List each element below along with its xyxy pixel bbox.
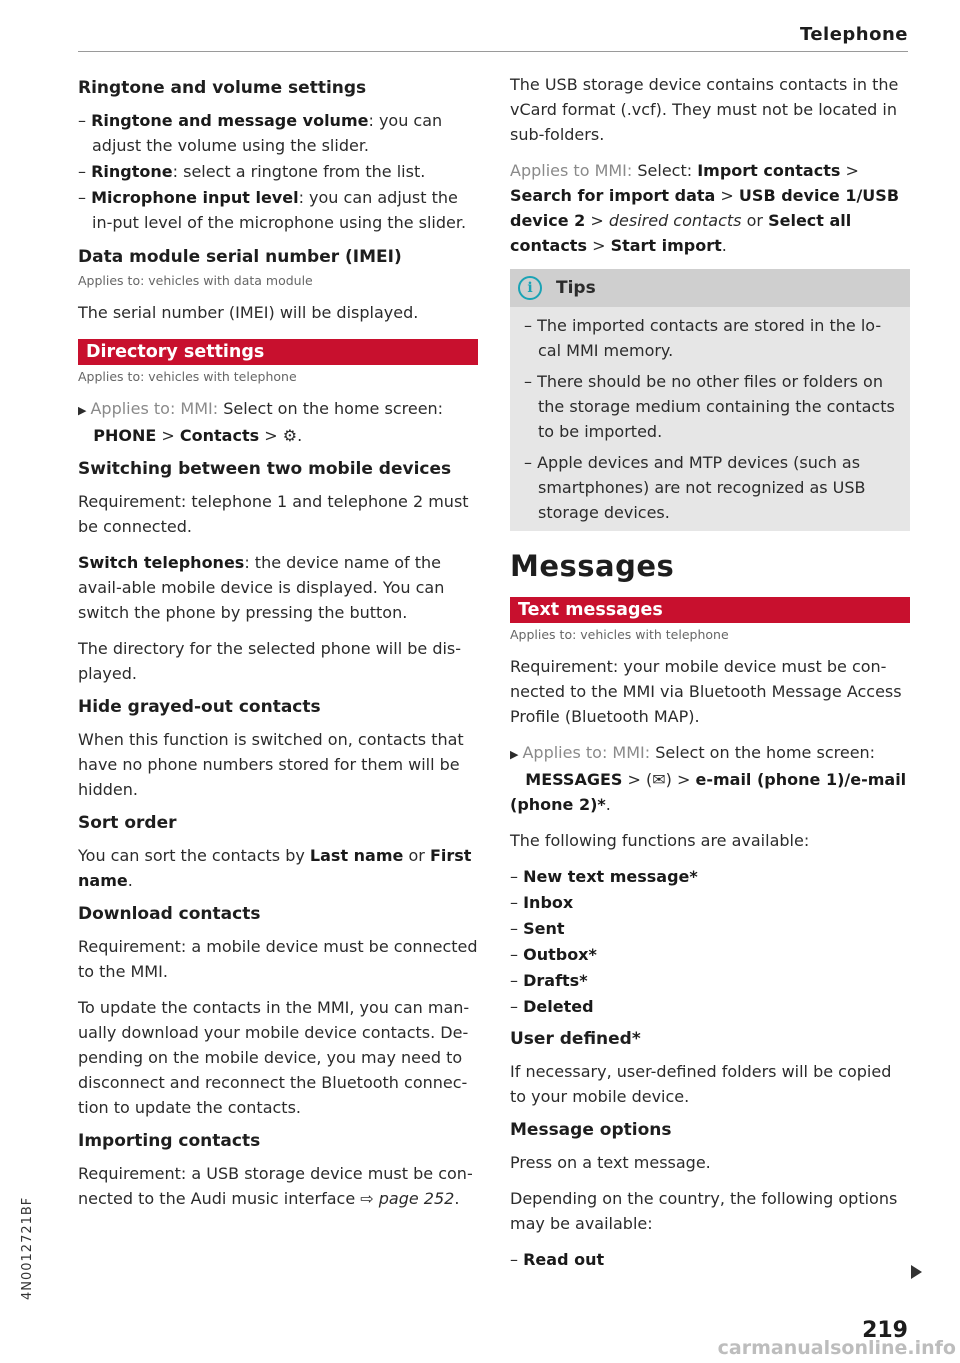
page-ref-link[interactable]: ⇨ page 252 <box>360 1189 455 1208</box>
switching-p1: Switch telephones: the device name of the avail-able mobile device is displayed. You can switch the phone by pressing the button. <box>78 553 445 622</box>
function-item: – Inbox <box>510 893 574 912</box>
page-number: 219 <box>862 1318 908 1343</box>
heading-ringtone: Ringtone and volume settings <box>78 78 367 98</box>
tips-title: Tips <box>556 278 596 298</box>
list-item: – Microphone input level: you can adjust the in-put level of the microphone using the slider. <box>78 188 467 232</box>
gear-icon: ⚙ <box>282 426 298 445</box>
heading-download: Download contacts <box>78 904 261 924</box>
options-p2: Depending on the country, the following options may be available: <box>510 1189 898 1233</box>
list-item: – Ringtone and message volume: you can adjust the volume using the slider. <box>78 111 443 155</box>
option-item: – Read out <box>510 1250 605 1269</box>
continue-arrow-icon <box>911 1265 922 1279</box>
running-header-title: Telephone <box>799 24 908 45</box>
messages-step: ▶ Applies to: MMI: Select on the home screen: MESSAGES > (✉) > e-mail (phone 1)/e-mail (phone 2)*. <box>510 743 907 814</box>
function-item: – Sent <box>510 919 565 938</box>
heading-importing: Importing contacts <box>78 1131 261 1151</box>
tips-box <box>510 269 910 531</box>
imei-text: The serial number (IMEI) will be displayed. <box>78 303 419 322</box>
step-arrow-icon: ▶ <box>78 404 87 417</box>
watermark: carmanualsonline.info <box>717 1337 956 1359</box>
switching-p2: The directory for the selected phone will be dis-played. <box>78 639 462 683</box>
heading-messages: Messages <box>510 549 675 583</box>
heading-imei: Data module serial number (IMEI) <box>78 247 402 267</box>
heading-user-defined: User defined* <box>510 1029 641 1049</box>
tips-header <box>510 269 910 307</box>
heading-hide: Hide grayed-out contacts <box>78 697 321 717</box>
function-item: – Drafts* <box>510 971 588 990</box>
usb-p1: The USB storage device contains contacts in the vCard format (.vcf). They must not be located in sub-folders. <box>510 75 899 144</box>
header-rule <box>78 51 908 52</box>
download-text: To update the contacts in the MMI, you can man-ually download your mobile device contacts. De-pending on the mobile device, you may need to disconnect and reconnect the Bluetooth connec-tion to update the contacts. <box>78 998 470 1117</box>
download-req: Requirement: a mobile device must be connected to the MMI. <box>78 937 478 981</box>
heading-sort: Sort order <box>78 813 177 833</box>
options-p1: Press on a text message. <box>510 1153 711 1172</box>
hide-text: When this function is switched on, contacts that have no phone numbers stored for them will be hidden. <box>78 730 464 799</box>
switching-req: Requirement: telephone 1 and telephone 2 must be connected. <box>78 492 469 536</box>
message-icon: ✉ <box>652 770 666 789</box>
right-column <box>510 72 910 1273</box>
tips-item: – Apple devices and MTP devices (such as smartphones) are not recognized as USB storage devices. <box>524 453 866 522</box>
left-column <box>78 72 478 1222</box>
applies-note: Applies to: vehicles with telephone <box>78 369 297 384</box>
heading-message-options: Message options <box>510 1120 672 1140</box>
applies-note: Applies to: vehicles with data module <box>78 273 313 288</box>
function-item: – New text message* <box>510 867 698 886</box>
directory-step: ▶ Applies to: MMI: Select on the home screen: PHONE > Contacts > ⚙. <box>78 399 444 445</box>
importing-req: Requirement: a USB storage device must be con-nected to the Audi music interface ⇨ page 252. <box>78 1164 473 1208</box>
user-defined-text: If necessary, user-defined folders will be copied to your mobile device. <box>510 1062 892 1106</box>
heading-switching: Switching between two mobile devices <box>78 459 452 479</box>
sort-text: You can sort the contacts by Last name or First name. <box>78 846 472 890</box>
function-item: – Outbox* <box>510 945 597 964</box>
messages-req: Requirement: your mobile device must be con-nected to the MMI via Bluetooth Message Access Profile (Bluetooth MAP). <box>510 657 902 726</box>
tips-item: – There should be no other files or folders on the storage medium containing the contacts to be imported. <box>524 372 895 441</box>
applies-note: Applies to: vehicles with telephone <box>510 627 729 642</box>
step-arrow-icon: ▶ <box>510 748 519 761</box>
info-icon: i <box>518 276 542 300</box>
functions-intro: The following functions are available: <box>510 831 810 850</box>
list-item: – Ringtone: select a ringtone from the list. <box>78 162 426 181</box>
function-item: – Deleted <box>510 997 594 1016</box>
usb-step: Applies to MMI: Select: Import contacts > Search for import data > USB device 1/USB device 2 > desired contacts or Select all contacts > Start import. <box>510 161 900 255</box>
section-bar-text-messages: Text messages <box>510 597 910 623</box>
section-bar-directory: Directory settings <box>78 339 478 365</box>
document-code: 4N0012721BF <box>20 1196 35 1300</box>
tips-item: – The imported contacts are stored in the lo-cal MMI memory. <box>524 316 882 360</box>
